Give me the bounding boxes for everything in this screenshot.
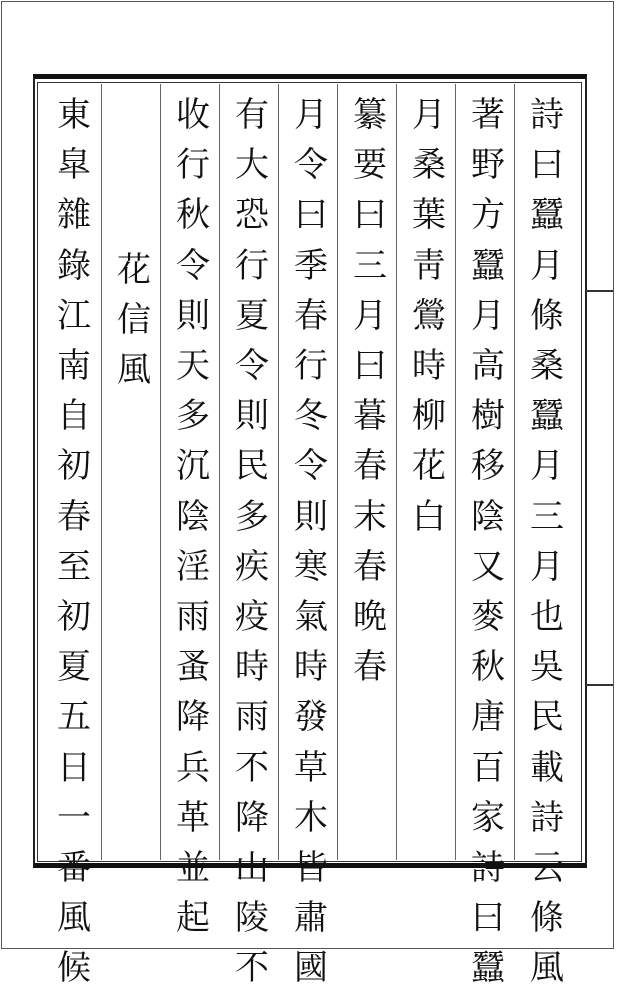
text-column-1: 詩曰蠶月條桑蠶月三月也吳民載詩云條風 [530,95,564,989]
text-column-2: 著野方蠶月高樹移陰又麥秋唐百家詩曰蠶 [471,95,505,989]
column-rule [278,84,279,860]
column-rule [396,84,397,860]
text-column-6: 有大恐行夏令則民多疾疫時雨不降山陵不 [235,95,269,989]
column-rule [337,84,338,860]
text-column-5: 月令曰季春行冬令則寒氣時發草木皆肅國 [294,95,328,989]
column-rule [160,84,161,860]
text-column-9: 東皐雜錄江南自初春至初夏五日一番風候 [57,95,91,989]
text-column-4: 纂要曰三月曰暮春末春晩春 [353,95,387,688]
column-rule [101,84,102,860]
margin-mark [585,290,613,292]
section-heading: 花信風 [117,250,151,391]
text-column-3: 月桑葉靑鶯時柳花白 [412,95,446,537]
text-column-7: 收行秋令則天多沉陰淫雨蚤降兵革並起 [176,95,210,939]
margin-mark [585,684,613,686]
column-rule [514,84,515,860]
column-rule [455,84,456,860]
column-rule [219,84,220,860]
